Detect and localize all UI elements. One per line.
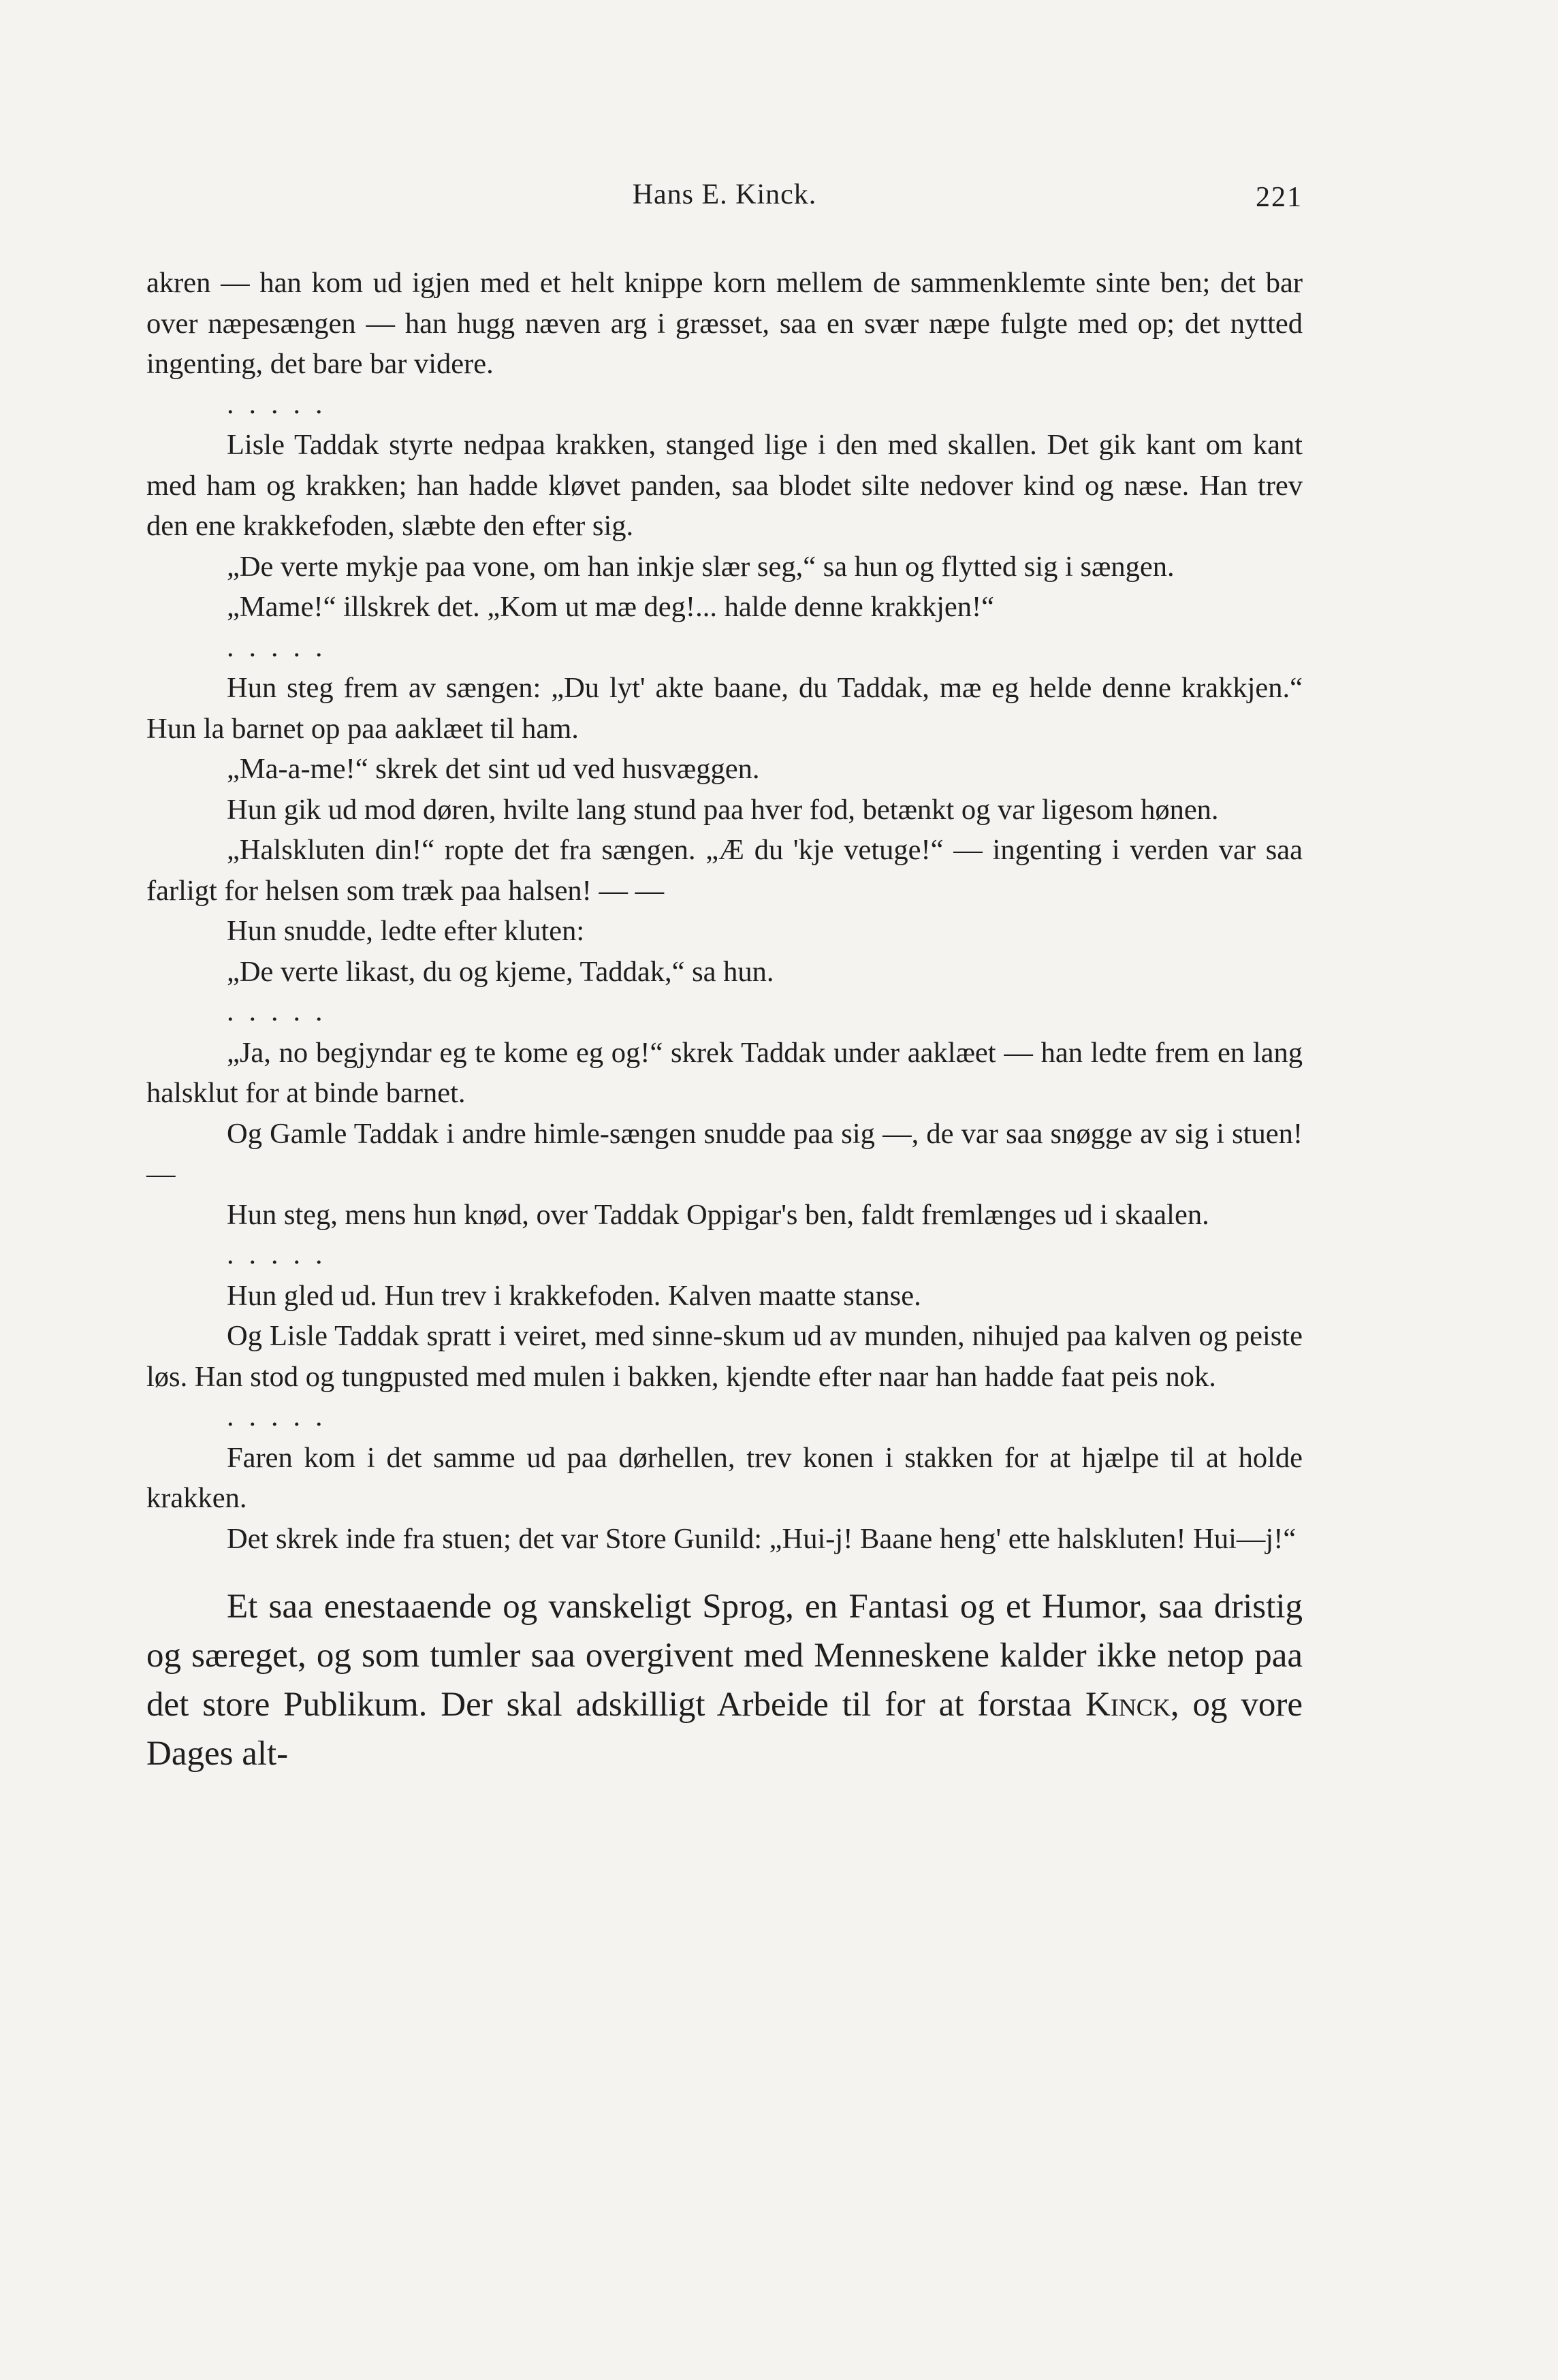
section-separator: ..... bbox=[227, 1401, 338, 1432]
author-name: Kinck bbox=[1085, 1686, 1171, 1724]
section-separator: ..... bbox=[227, 631, 338, 663]
section-separator: ..... bbox=[227, 388, 338, 420]
paragraph: „Halskluten din!“ ropte det fra sængen. „Æ du 'kje vetuge!“ — ingenting i verden var saa farligt for helsen som træk paa halsen! — — bbox=[146, 834, 1303, 907]
commentary-text: , og vore Dages alt- bbox=[146, 1686, 1303, 1773]
commentary-paragraph bbox=[146, 1582, 1303, 1778]
body-text bbox=[146, 263, 1303, 1778]
running-head: Hans E. Kinck. bbox=[632, 179, 817, 210]
page-header bbox=[146, 178, 1303, 226]
paragraph: Lisle Taddak styrte nedpaa krakken, stanged lige i den med skallen. Det gik kant om kant med ham og krakken; han hadde kløvet panden, saa blodet silte nedover kind og næse. Han trev den ene krakkefoden, slæbte den efter sig. bbox=[146, 429, 1303, 542]
paragraph: Hun steg, mens hun knød, over Taddak Oppigar's ben, faldt fremlænges ud i skaalen. bbox=[227, 1198, 1209, 1231]
section-separator: ..... bbox=[227, 996, 338, 1027]
section-separator: ..... bbox=[227, 1239, 338, 1270]
paragraph: „De verte mykje paa vone, om han inkje slær seg,“ sa hun og flytted sig i sængen. bbox=[227, 550, 1175, 583]
paragraph: Hun snudde, ledte efter kluten: bbox=[227, 915, 585, 947]
paragraph: „De verte likast, du og kjeme, Taddak,“ sa hun. bbox=[227, 955, 774, 988]
paragraph: Hun gled ud. Hun trev i krakkefoden. Kalven maatte stanse. bbox=[227, 1279, 921, 1312]
paragraph: „Ma-a-me!“ skrek det sint ud ved husvæggen. bbox=[227, 753, 760, 785]
paragraph: akren — han kom ud igjen med et helt knippe korn mellem de sammenklemte sinte ben; det bar over næpesængen — han hugg næven arg i græsset, saa en svær næpe fulgte med op; det nytted ingenting, det bare bar videre. bbox=[146, 267, 1303, 380]
paragraph: Faren kom i det samme ud paa dørhellen, trev konen i stakken for at hjælpe til at holde krakken. bbox=[146, 1441, 1303, 1514]
paragraph: Og Lisle Taddak spratt i veiret, med sinne-skum ud av munden, nihujed paa kalven og peiste løs. Han stod og tungpusted med mulen i bakken, kjendte efter naar han hadde faat peis nok. bbox=[146, 1320, 1303, 1393]
paragraph: Hun steg frem av sængen: „Du lyt' akte baane, du Taddak, mæ eg helde denne krakkjen.“ Hun la barnet op paa aaklæet til ham. bbox=[146, 672, 1303, 745]
paragraph: Hun gik ud mod døren, hvilte lang stund paa hver fod, betænkt og var ligesom hønen. bbox=[227, 793, 1219, 826]
paragraph: „Mame!“ illskrek det. „Kom ut mæ deg!... halde denne krakkjen!“ bbox=[227, 591, 995, 623]
paragraph: Og Gamle Taddak i andre himle-sængen snudde paa sig —, de var saa snøgge av sig i stuen! — bbox=[146, 1117, 1303, 1190]
page-number: 221 bbox=[1256, 182, 1303, 213]
commentary-block bbox=[146, 1582, 1303, 1778]
commentary-text: Et saa enestaaende og vanskeligt Sprog, en Fantasi og et Humor, saa dristig og særeget, og som tumler saa overgivent med Menneskene kalder ikke netop paa det store Publikum. Der skal adskilligt Arbeide til for at forstaa bbox=[146, 1588, 1303, 1724]
paragraph: Det skrek inde fra stuen; det var Store Gunild: „Hui-j! Baane heng' ette halskluten! Hui—j!“ bbox=[227, 1522, 1297, 1555]
paragraph: „Ja, no begjyndar eg te kome eg og!“ skrek Taddak under aaklæet — han ledte frem en lang halsklut for at binde barnet. bbox=[146, 1036, 1303, 1109]
